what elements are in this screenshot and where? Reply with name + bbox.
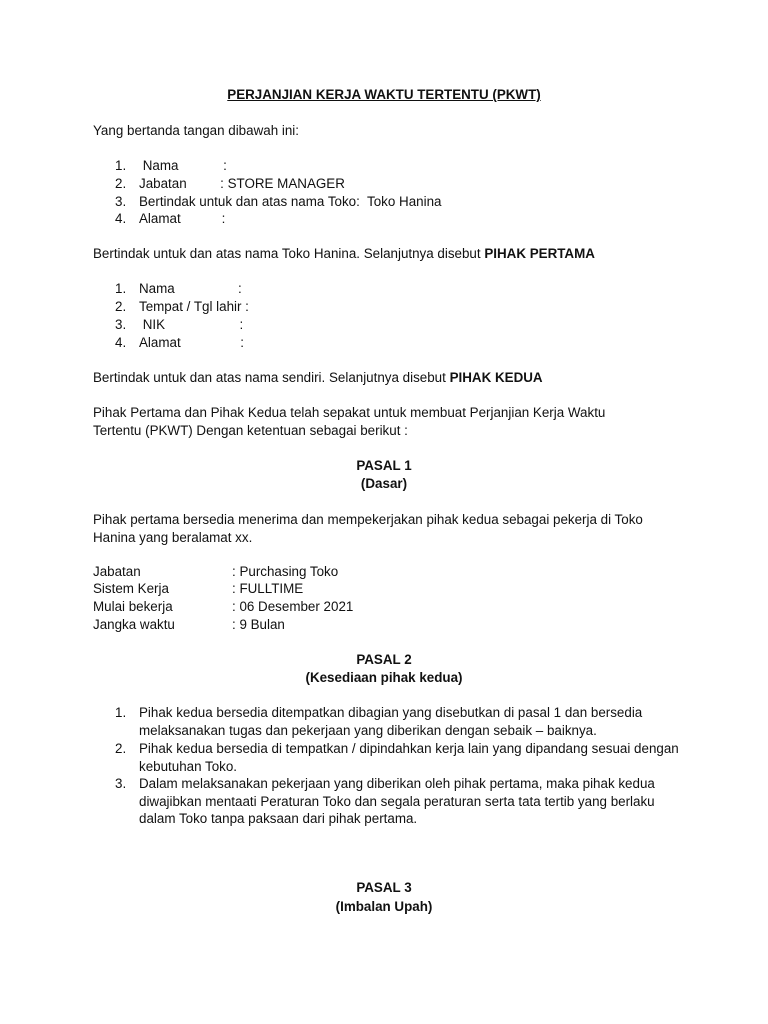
pasal1-heading: PASAL 1: [356, 458, 412, 473]
list-number: 4.: [115, 211, 127, 226]
list-number: 4.: [115, 335, 127, 350]
list-number: 1.: [115, 705, 127, 720]
statement-bold: PIHAK KEDUA: [449, 370, 543, 385]
list-text: Tempat / Tgl lahir :: [139, 299, 249, 314]
pasal2-heading: PASAL 2: [356, 652, 412, 667]
pasal1-subheading: (Dasar): [360, 476, 408, 491]
statement-text: Bertindak untuk dan atas nama Toko Hanina. Selanjutnya disebut: [93, 246, 485, 261]
list-number: 3.: [115, 317, 127, 332]
field-row: [93, 616, 285, 634]
document-title: PERJANJIAN KERJA WAKTU TERTENTU (PKWT): [227, 87, 541, 102]
statement-bold: PIHAK PERTAMA: [484, 246, 595, 261]
list-text: Jabatan : STORE MANAGER: [139, 176, 345, 191]
field-value: : FULLTIME: [232, 581, 304, 596]
list-text: Pihak kedua bersedia ditempatkan dibagian yang disebutkan di pasal 1 dan bersedia melaksanakan tugas dan pekerjaan yang diberikan dengan sebaik – baiknya.: [139, 705, 643, 738]
list-number: 2.: [115, 741, 127, 756]
field-label: Jangka waktu: [93, 617, 175, 632]
list-text: Pihak kedua bersedia di tempatkan / dipindahkan kerja lain yang dipandang sesuai dengan kebutuhan Toko.: [139, 741, 679, 774]
agreement-paragraph: Pihak Pertama dan Pihak Kedua telah sepakat untuk membuat Perjanjian Kerja Waktu Tertentu (PKWT) Dengan ketentuan sebagai berikut :: [93, 405, 606, 438]
list-text: Nama :: [139, 281, 242, 296]
list-text: Nama :: [139, 158, 227, 173]
pasal1-body: Pihak pertama bersedia menerima dan mempekerjakan pihak kedua sebagai pekerja di Toko Hanina yang beralamat xx.: [93, 512, 643, 545]
party1-statement: [93, 245, 595, 263]
field-label: Jabatan: [93, 564, 141, 579]
field-value: : 06 Desember 2021: [232, 599, 354, 614]
list-number: 3.: [115, 194, 127, 209]
field-row: [93, 580, 303, 598]
list-text: Bertindak untuk dan atas nama Toko: Toko Hanina: [139, 194, 442, 209]
pasal2-subheading: (Kesediaan pihak kedua): [305, 670, 463, 685]
intro-text: Yang bertanda tangan dibawah ini:: [93, 123, 299, 138]
list-number: 1.: [115, 281, 127, 296]
party2-statement: [93, 369, 543, 387]
list-text: Dalam melaksanakan pekerjaan yang diberikan oleh pihak pertama, maka pihak kedua diwajibkan mentaati Peraturan Toko dan segala peraturan serta tata tertib yang berlaku dalam Toko tanpa paksaan dari pihak pertama.: [139, 776, 655, 827]
field-row: [93, 563, 338, 581]
list-number: 2.: [115, 299, 127, 314]
field-row: [93, 598, 353, 616]
field-value: : Purchasing Toko: [232, 564, 339, 579]
pasal3-heading: PASAL 3: [356, 880, 412, 895]
field-label: Mulai bekerja: [93, 599, 173, 614]
list-number: 2.: [115, 176, 127, 191]
list-text: Alamat :: [139, 211, 226, 226]
list-text: Alamat :: [139, 335, 244, 350]
pasal3-subheading: (Imbalan Upah): [335, 899, 433, 914]
statement-text: Bertindak untuk dan atas nama sendiri. Selanjutnya disebut: [93, 370, 450, 385]
field-value: : 9 Bulan: [232, 617, 285, 632]
list-number: 3.: [115, 776, 127, 791]
list-number: 1.: [115, 158, 127, 173]
field-label: Sistem Kerja: [93, 581, 169, 596]
list-text: NIK :: [139, 317, 244, 332]
